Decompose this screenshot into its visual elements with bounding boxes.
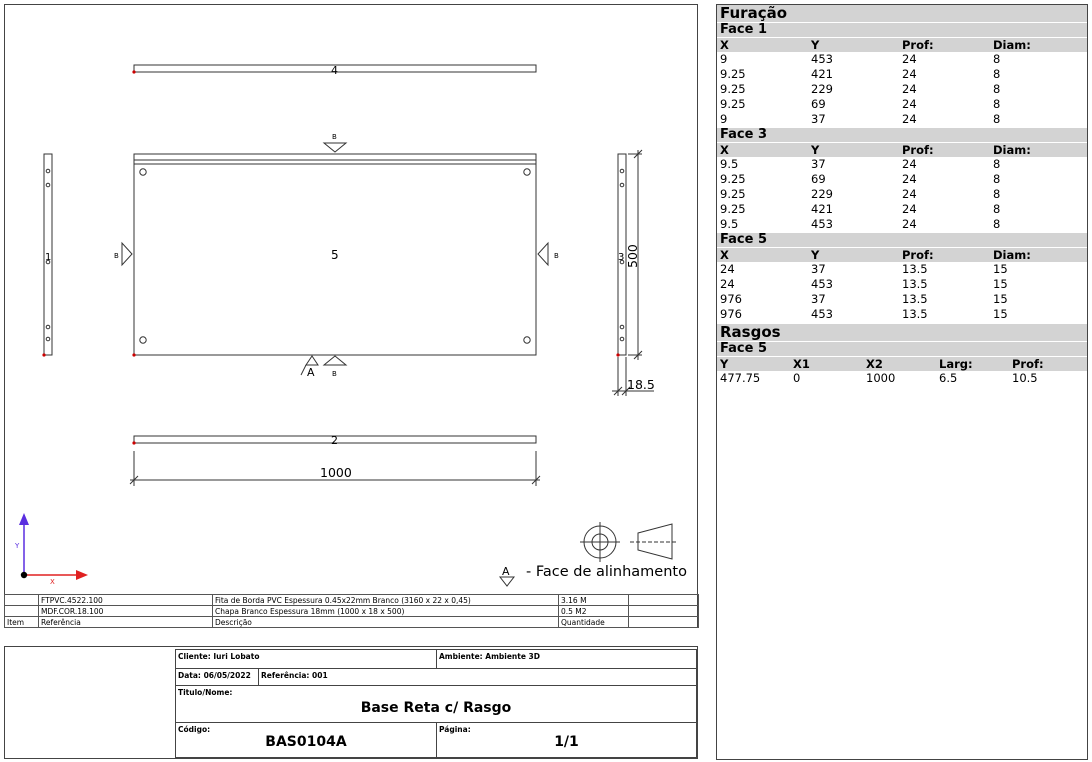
environment-cell — [436, 649, 697, 669]
view-marker-b-top-label: B — [332, 133, 337, 141]
list-item: 24 453 13.5 15 — [720, 277, 1008, 291]
reference-cell — [258, 668, 697, 686]
reference-value: 001 — [312, 671, 328, 680]
header-item: Item — [5, 617, 39, 628]
dimension-width: 1000 — [320, 465, 352, 480]
align-marker-a — [306, 356, 318, 365]
list-item: 9 37 24 8 — [720, 112, 1001, 126]
table-row — [5, 606, 699, 617]
face-3-columns: X Y Prof: Diam: — [717, 143, 1087, 157]
hole-face5 — [524, 169, 530, 175]
part-5-top-strip — [134, 154, 536, 164]
list-item: 976 37 13.5 15 — [720, 292, 1008, 306]
hole-face3 — [620, 337, 624, 341]
environment-label: Ambiente: — [439, 652, 483, 661]
item-cell — [5, 595, 39, 606]
hole-face5 — [140, 337, 146, 343]
align-legend-marker-label: A — [502, 565, 510, 578]
dimension-thickness: 18.5 — [627, 377, 655, 392]
qty-cell: 0.5 M2 — [559, 606, 629, 617]
part-label-left: 1 — [45, 252, 52, 263]
view-marker-b-bottom-label: B — [332, 370, 337, 378]
ref-cell: FTPVC.4522.100 — [39, 595, 213, 606]
code-cell — [175, 722, 437, 758]
header-ref: Referência — [39, 617, 213, 628]
desc-cell: Chapa Branco Espessura 18mm (1000 x 18 x 500) — [213, 606, 559, 617]
header-desc: Descrição — [213, 617, 559, 628]
furacao-title: Furação — [717, 5, 1087, 22]
qty-cell: 3.16 M — [559, 595, 629, 606]
align-marker-a-label: A — [307, 366, 315, 379]
list-item: 9.25 421 24 8 — [720, 202, 1001, 216]
view-marker-b-bottom — [324, 356, 346, 365]
title-block — [4, 646, 698, 759]
view-marker-b-right — [538, 243, 548, 265]
view-marker-b-left — [122, 243, 132, 265]
view-marker-b-top — [324, 143, 346, 152]
part-label-bottom: 2 — [331, 434, 338, 447]
desc-cell: Fita de Borda PVC Espessura 0.45x22mm Branco (3160 x 22 x 0,45) — [213, 595, 559, 606]
hole-face5 — [524, 337, 530, 343]
page-cell — [436, 722, 697, 758]
rasgos-columns: Y X1 X2 Larg: Prof: — [717, 357, 1087, 371]
view-marker-b-right-label: B — [554, 252, 559, 260]
alignment-legend: - Face de alinhamento — [526, 564, 687, 580]
list-item: 9 453 24 8 — [720, 52, 1001, 66]
part-label-main: 5 — [331, 248, 339, 262]
face-3-header: Face 3 — [717, 128, 1087, 142]
client-value: Iuri Lobato — [213, 652, 260, 661]
page-value: 1/1 — [554, 734, 579, 750]
machining-panel — [716, 4, 1088, 760]
list-item: 9.25 229 24 8 — [720, 187, 1001, 201]
list-item: 9.5 37 24 8 — [720, 157, 1001, 171]
table-header — [5, 617, 699, 628]
face-1-columns: X Y Prof: Diam: — [717, 38, 1087, 52]
name-label: Titulo/Nome: — [178, 688, 233, 697]
part-label-top: 4 — [331, 64, 338, 77]
date-label: Data: — [178, 671, 201, 680]
part-label-right: 3 — [618, 252, 625, 263]
item-cell — [5, 606, 39, 617]
list-item: 976 453 13.5 15 — [720, 307, 1008, 321]
hole-face3 — [620, 169, 624, 173]
list-item: 9.25 229 24 8 — [720, 82, 1001, 96]
date-cell — [175, 668, 259, 686]
name-cell — [175, 685, 697, 723]
face-1-header: Face 1 — [717, 23, 1087, 37]
dimension-height: 500 — [625, 244, 640, 268]
face-5-header: Face 5 — [717, 233, 1087, 247]
hole-face5 — [140, 169, 146, 175]
code-label: Código: — [178, 725, 211, 734]
date-value: 06/05/2022 — [203, 671, 251, 680]
code-value: BAS0104A — [265, 734, 347, 750]
hole-face3 — [620, 325, 624, 329]
list-item: 9.5 453 24 8 — [720, 217, 1001, 231]
hole-face3 — [620, 183, 624, 187]
items-table — [4, 594, 699, 628]
hole-face1 — [46, 337, 50, 341]
view-marker-b-left-label: B — [114, 252, 119, 260]
axes — [19, 513, 88, 580]
axis-y-label: Y — [15, 542, 20, 550]
list-item: 24 37 13.5 15 — [720, 262, 1008, 276]
drawing-title: Base Reta c/ Rasgo — [360, 700, 512, 716]
list-item: 477.75 0 1000 6.5 10.5 — [720, 371, 1038, 385]
header-qty: Quantidade — [559, 617, 629, 628]
rasgos-title: Rasgos — [717, 324, 1087, 341]
hole-face1 — [46, 183, 50, 187]
table-row — [5, 595, 699, 606]
ref-cell: MDF.COR.18.100 — [39, 606, 213, 617]
rasgos-face-header: Face 5 — [717, 342, 1087, 356]
hole-face1 — [46, 325, 50, 329]
face-5-columns: X Y Prof: Diam: — [717, 248, 1087, 262]
page-label: Página: — [439, 725, 471, 734]
list-item: 9.25 421 24 8 — [720, 67, 1001, 81]
environment-value: Ambiente 3D — [485, 652, 540, 661]
client-label: Cliente: — [178, 652, 211, 661]
axis-x-label: X — [50, 578, 55, 586]
client-cell — [175, 649, 437, 669]
reference-label: Referência: — [261, 671, 310, 680]
list-item: 9.25 69 24 8 — [720, 97, 1001, 111]
list-item: 9.25 69 24 8 — [720, 172, 1001, 186]
hole-face1 — [46, 169, 50, 173]
